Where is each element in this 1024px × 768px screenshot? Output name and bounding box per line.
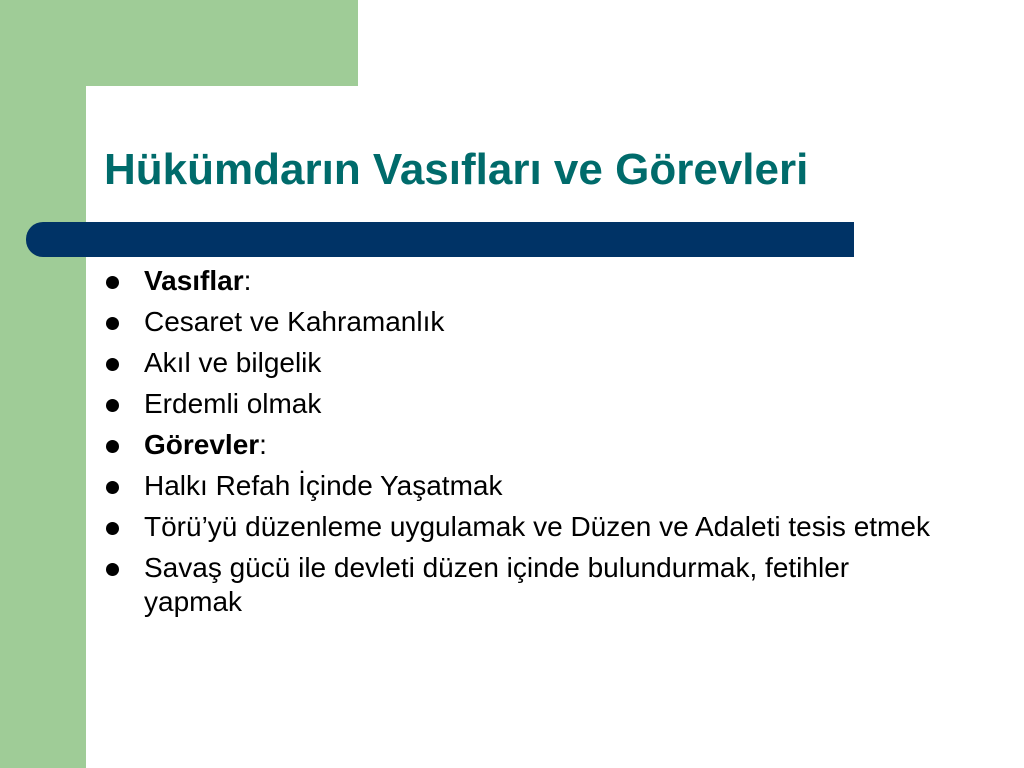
bullet-text: Halkı Refah İçinde Yaşatmak <box>144 470 503 501</box>
bullet-item-toru <box>106 510 936 544</box>
bullet-item-cesaret <box>106 305 936 339</box>
bullet-dot-icon <box>106 399 119 412</box>
bullet-list <box>106 264 936 626</box>
bullet-text: Törü’yü düzenleme uygulamak ve Düzen ve Adaleti tesis etmek <box>144 511 930 542</box>
bullet-dot-icon <box>106 440 119 453</box>
bullet-dot-icon <box>106 481 119 494</box>
bullet-text: : <box>243 265 252 296</box>
bullet-item-gorevler <box>106 428 936 462</box>
bullet-dot-icon <box>106 317 119 330</box>
bullet-dot-icon <box>106 563 119 576</box>
bullet-text: Akıl ve bilgelik <box>144 347 322 378</box>
bullet-item-savas <box>106 551 936 619</box>
green-top-block <box>0 0 358 86</box>
bullet-item-akil <box>106 346 936 380</box>
bullet-dot-icon <box>106 276 119 289</box>
bullet-text: : <box>259 429 267 460</box>
green-sidebar-band <box>0 0 86 768</box>
bullet-item-halki <box>106 469 936 503</box>
slide-title: Hükümdarın Vasıfları ve Görevleri <box>104 145 809 194</box>
bullet-heading: Vasıflar <box>144 265 244 296</box>
bullet-item-vasiflar <box>106 264 936 298</box>
bullet-dot-icon <box>106 358 119 371</box>
bullet-item-erdemli <box>106 387 936 421</box>
title-underline-bar <box>26 222 854 257</box>
bullet-text: Cesaret ve Kahramanlık <box>144 306 445 337</box>
bullet-dot-icon <box>106 522 119 535</box>
bullet-heading: Görevler <box>144 429 260 460</box>
bullet-text: Erdemli olmak <box>144 388 322 419</box>
bullet-text: Savaş gücü ile devleti düzen içinde bulundurmak, fetihler yapmak <box>144 552 850 617</box>
